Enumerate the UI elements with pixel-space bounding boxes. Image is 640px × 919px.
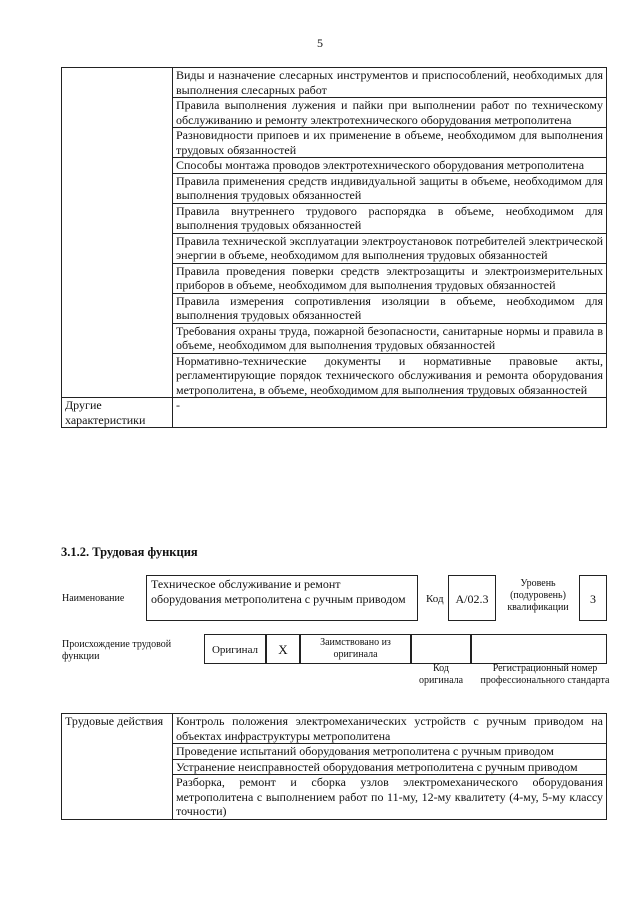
section-title: 3.1.2. Трудовая функция — [61, 545, 198, 559]
knowledge-cell: Способы монтажа проводов электротехнического оборудования метрополитена — [173, 158, 607, 174]
page-number: 5 — [317, 36, 323, 50]
knowledge-label-cell — [62, 68, 173, 398]
origin-original-cell: Оригинал — [204, 634, 266, 664]
knowledge-cell: Правила проведения поверки средств электрозащиты и электроизмерительных приборов в объеме, необходимом для выполнения трудовых обязанностей — [173, 263, 607, 293]
knowledge-cell: Требования охраны труда, пожарной безопасности, санитарные нормы и правила в объеме, необходимом для выполнения трудовых обязанностей — [173, 323, 607, 353]
origin-reg-cell — [471, 634, 607, 664]
table-row — [62, 398, 607, 428]
function-level-box: 3 — [579, 575, 607, 621]
origin-mark-cell: X — [266, 634, 300, 664]
knowledge-cell: Нормативно-технические документы и нормативные правовые акты, регламентирующие порядок технического обслуживания и ремонта оборудования метрополитена, в объеме, необходимом для выполнения трудовых обязанностей — [173, 353, 607, 398]
action-cell: Контроль положения электромеханических устройств с ручным приводом на объектах инфраструктуры метрополитена — [173, 714, 607, 744]
knowledge-cell: Правила технической эксплуатации электроустановок потребителей электрической энергии в объеме, необходимом для выполнения трудовых обязанностей — [173, 233, 607, 263]
table-row — [62, 714, 607, 744]
knowledge-table — [61, 67, 607, 428]
action-cell: Проведение испытаний оборудования метрополитена с ручным приводом — [173, 744, 607, 760]
labor-actions-label: Трудовые действия — [62, 714, 173, 820]
origin-code-cell — [411, 634, 471, 664]
reg-number-label: Регистрационный номер профессионального стандарта — [480, 663, 610, 686]
other-characteristics-value: - — [173, 398, 607, 428]
knowledge-cell: Правила применения средств индивидуальной защиты в объеме, необходимом для выполнения трудовых обязанностей — [173, 173, 607, 203]
knowledge-cell: Виды и назначение слесарных инструментов и приспособлений, необходимых для выполнения слесарных работ — [173, 68, 607, 98]
knowledge-cell: Разновидности припоев и их применение в объеме, необходимом для выполнения трудовых обязанностей — [173, 128, 607, 158]
labor-actions-table — [61, 713, 607, 820]
other-characteristics-label: Другие характеристики — [62, 398, 173, 428]
knowledge-cell: Правила измерения сопротивления изоляции в объеме, необходимом для выполнения трудовых обязанностей — [173, 293, 607, 323]
level-label: Уровень (подуровень) квалификации — [507, 578, 569, 613]
table-row — [62, 68, 607, 98]
knowledge-cell: Правила выполнения лужения и пайки при выполнении работ по техническому обслуживанию и ремонту электротехнического оборудования метрополитена — [173, 98, 607, 128]
action-cell: Разборка, ремонт и сборка узлов электромеханического оборудования метрополитена с выполнением работ по 11-му, 12-му квалитету (4-му, 5-му классу точности) — [173, 775, 607, 820]
origin-borrowed-cell: Заимствовано из оригинала — [300, 634, 411, 664]
function-name-box: Техническое обслуживание и ремонт оборудования метрополитена с ручным приводом — [146, 575, 418, 621]
name-label: Наименование — [62, 593, 125, 604]
action-cell: Устранение неисправностей оборудования метрополитена с ручным приводом — [173, 759, 607, 775]
function-code-box: А/02.3 — [448, 575, 496, 621]
code-label: Код — [426, 593, 444, 605]
knowledge-cell: Правила внутреннего трудового распорядка в объеме, необходимом для выполнения трудовых обязанностей — [173, 203, 607, 233]
code-original-label: Код оригинала — [418, 663, 464, 686]
origin-label: Происхождение трудовой функции — [62, 639, 172, 662]
